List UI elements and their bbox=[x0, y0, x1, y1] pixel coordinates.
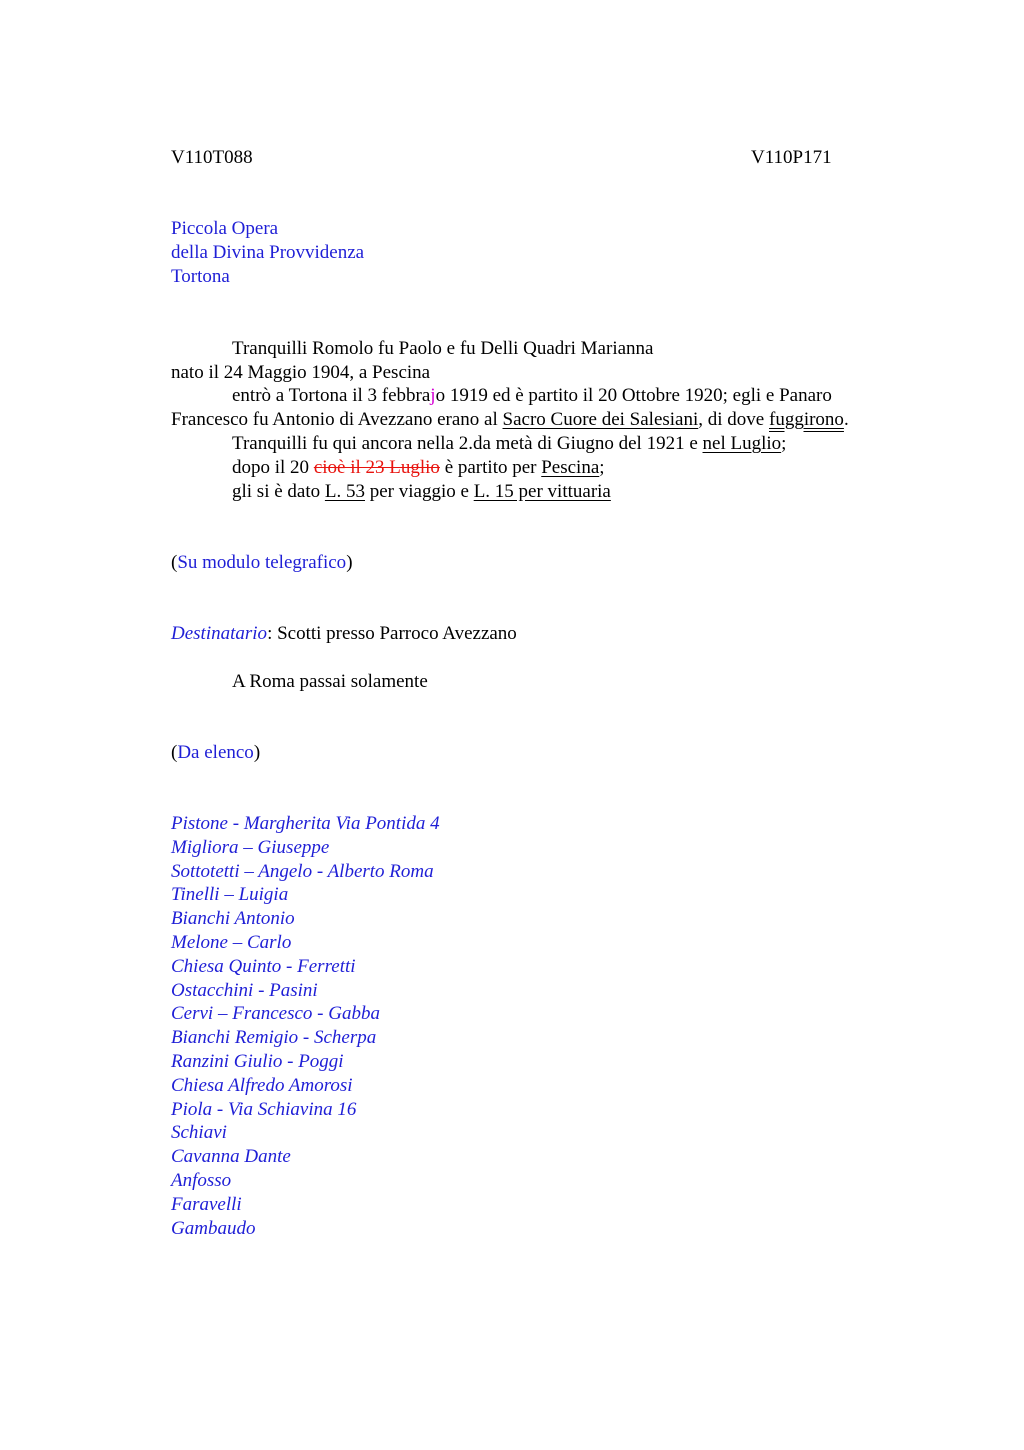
letterhead-line-2: della Divina Provvidenza bbox=[171, 242, 365, 263]
list-item: Pistone - Margherita Via Pontida 4 bbox=[171, 813, 440, 834]
list-item: Ostacchini - Pasini bbox=[171, 979, 318, 1001]
underlined-destination: Pescina bbox=[541, 457, 600, 478]
inserted-letter: j bbox=[430, 385, 436, 406]
record-line-7: gli si è dato L. 53 per viaggio e L. 15 per vittuaria bbox=[232, 481, 611, 502]
record-line-2: nato il 24 Maggio 1904, a Pescina bbox=[171, 362, 431, 383]
destinatario-label: Destinatario bbox=[171, 623, 268, 644]
list-item: Bianchi Remigio - Scherpa bbox=[171, 1027, 377, 1049]
underlined-amount-travel: L. 53 bbox=[324, 481, 365, 502]
list-item: Piola - Via Schiavina 16 bbox=[171, 1098, 357, 1120]
list-item: Melone – Carlo bbox=[171, 931, 292, 953]
struck-text: cioè il 23 Luglio bbox=[313, 457, 440, 478]
record-line-3: entrò a Tortona il 3 febbrajo 1919 ed è partito il 20 Ottobre 1920; egli e Panaro bbox=[232, 385, 832, 406]
list-item: Bianchi Antonio bbox=[171, 908, 295, 930]
double-underlined-word: fuggirono bbox=[769, 409, 844, 430]
list-item: Faravelli bbox=[171, 1193, 242, 1215]
list-item: Tinelli – Luigia bbox=[171, 884, 289, 906]
list-item: Ranzini Giulio - Poggi bbox=[171, 1050, 344, 1072]
list-item: Chiesa Quinto - Ferretti bbox=[171, 955, 356, 977]
record-line-6: dopo il 20 cioè il 23 Luglio è partito per Pescina; bbox=[232, 457, 605, 478]
list-item: Sottotetti – Angelo - Alberto Roma bbox=[171, 860, 434, 882]
list-item: Gambaudo bbox=[171, 1217, 256, 1239]
letterhead-line-1: Piccola Opera bbox=[171, 218, 279, 239]
record-line-4: Francesco fu Antonio di Avezzano erano al Sacro Cuore dei Salesiani, di dove fuggirono. bbox=[171, 409, 849, 430]
list-item: Cervi – Francesco - Gabba bbox=[171, 1003, 380, 1025]
underlined-month: nel Luglio bbox=[702, 433, 782, 454]
names-list bbox=[171, 812, 440, 1240]
telegram-note: (Su modulo telegrafico) bbox=[171, 552, 353, 573]
destinatario-line: Destinatario: Scotti presso Parroco Avezzano bbox=[171, 623, 517, 644]
list-item: Schiavi bbox=[171, 1122, 227, 1144]
header-left-code: V110T088 bbox=[171, 147, 253, 168]
telegram-message: A Roma passai solamente bbox=[232, 671, 428, 692]
list-item: Anfosso bbox=[171, 1169, 232, 1191]
letterhead-line-3: Tortona bbox=[171, 266, 230, 287]
list-item: Migliora – Giuseppe bbox=[171, 836, 330, 858]
destinatario-value: Scotti presso Parroco Avezzano bbox=[277, 623, 517, 644]
list-note: (Da elenco) bbox=[171, 742, 261, 763]
list-item: Cavanna Dante bbox=[171, 1146, 291, 1168]
record-line-5: Tranquilli fu qui ancora nella 2.da metà di Giugno del 1921 e nel Luglio; bbox=[232, 433, 787, 454]
underlined-amount-food: L. 15 per vittuaria bbox=[473, 481, 611, 502]
list-item: Chiesa Alfredo Amorosi bbox=[171, 1074, 353, 1096]
record-line-1: Tranquilli Romolo fu Paolo e fu Delli Quadri Marianna bbox=[232, 338, 654, 359]
underlined-place: Sacro Cuore dei Salesiani bbox=[502, 409, 699, 430]
header-right-code: V110P171 bbox=[751, 147, 832, 168]
